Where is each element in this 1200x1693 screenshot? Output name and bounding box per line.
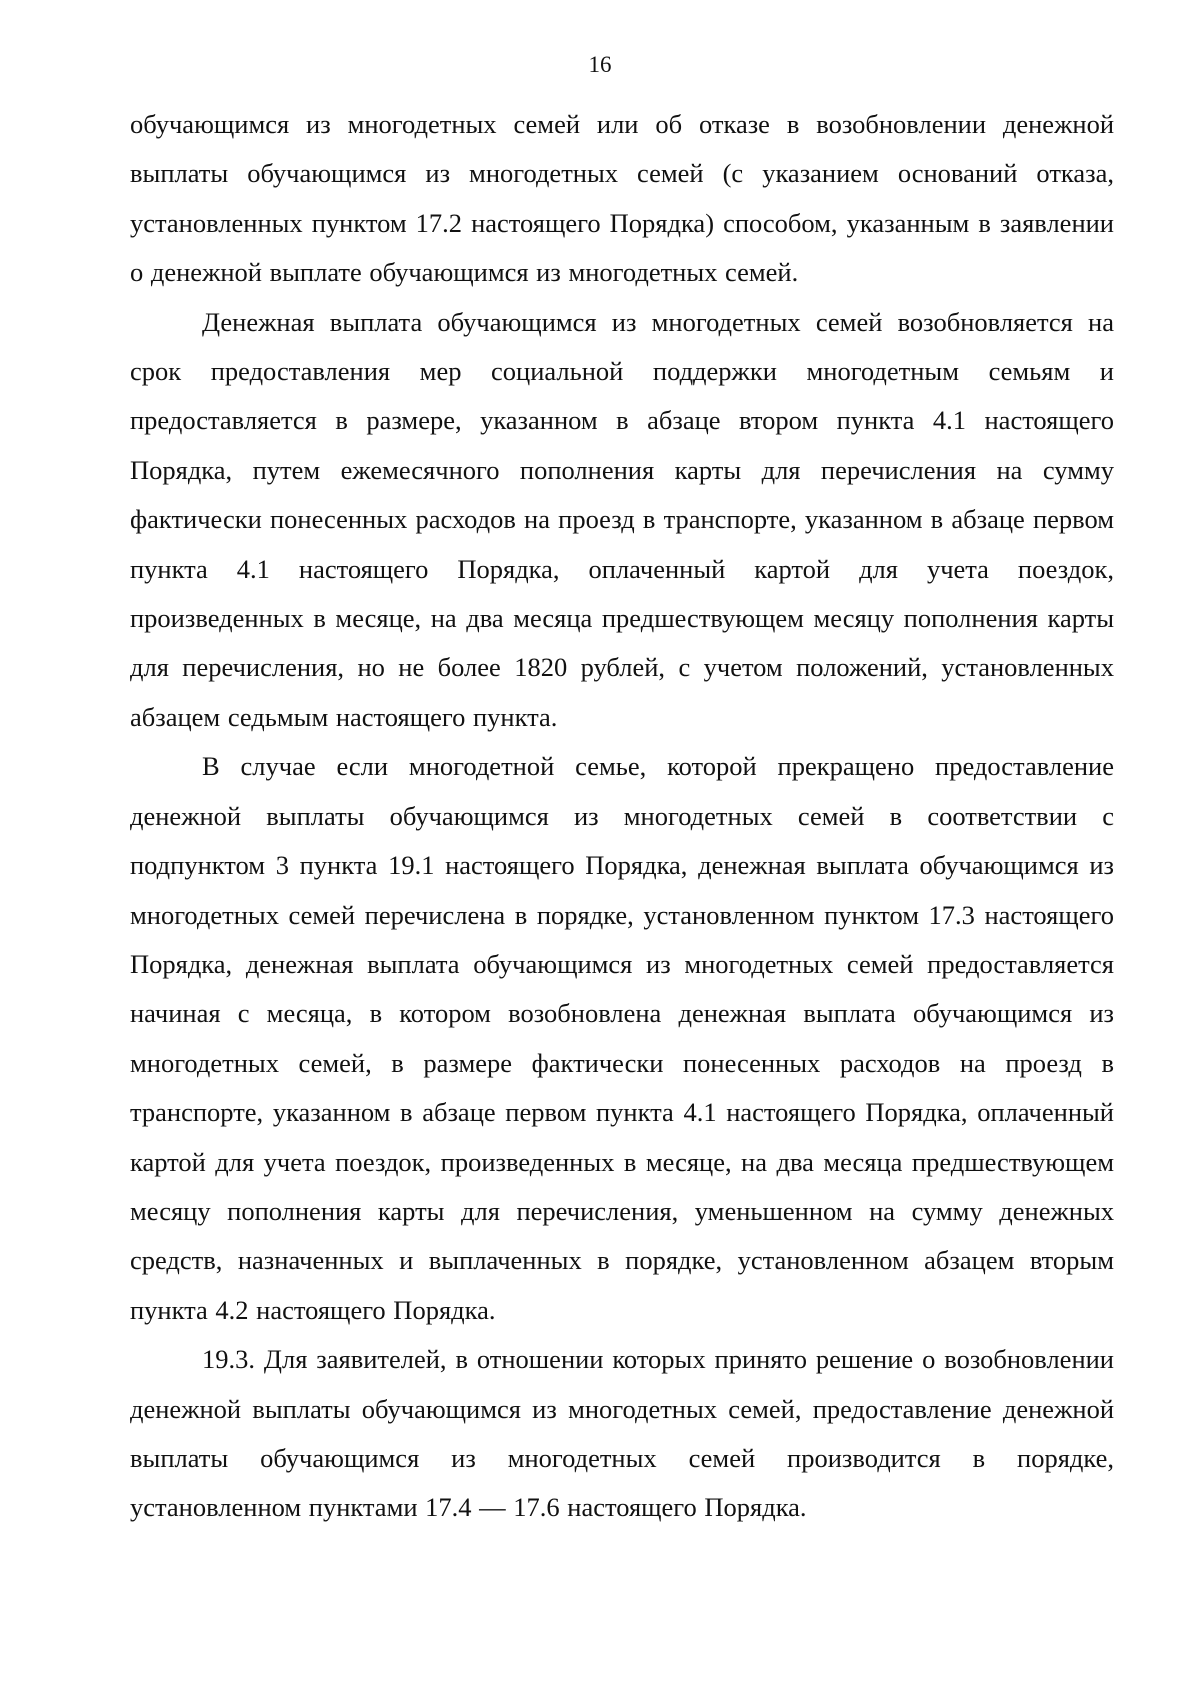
paragraph-terminated-family-case: В случае если многодетной семье, которой прекращено предоставление денежной выплаты обучающимся из многодетных семей в соответствии с подпунктом 3 пункта 19.1 настоящего Порядка, денежная выплата обучающимся из многодетных семей перечислена в порядке, установленном пунктом 17.3 настоящего Порядка, денежная выплата обучающимся из многодетных семей предоставляется начиная с месяца, в котором возобновлена денежная выплата обучающимся из многодетных семей, в размере фактически понесенных расходов на проезд в транспорте, указанном в абзаце первом пункта 4.1 настоящего Порядка, оплаченный картой для учета поездок, произведенных в месяце, на два месяца предшествующем месяцу пополнения карты для перечисления, уменьшенном на сумму денежных средств, назначенных и выплаченных в порядке, установленном абзацем вторым пункта 4.2 настоящего Порядка. <box>130 751 1114 1325</box>
page-number: 16 <box>588 52 612 77</box>
document-body <box>130 100 1114 1533</box>
paragraph-payment-resumption: Денежная выплата обучающимся из многодетных семей возобновляется на срок предоставления мер социальной поддержки многодетным семьям и предоставляется в размере, указанном в абзаце втором пункта 4.1 настоящего Порядка, путем ежемесячного пополнения карты для перечисления на сумму фактически понесенных расходов на проезд в транспорте, указанном в абзаце первом пункта 4.1 настоящего Порядка, оплаченный картой для учета поездок, произведенных в месяце, на два месяца предшествующем месяцу пополнения карты для перечисления, но не более 1820 рублей, с учетом положений, установленных абзацем седьмым настоящего пункта. <box>130 306 1114 732</box>
paragraph-clause-19-3: 19.3. Для заявителей, в отношении которых принято решение о возобновлении денежной выплаты обучающимся из многодетных семей, предоставление денежной выплаты обучающимся из многодетных семей производится в порядке, установленном пунктами 17.4 — 17.6 настоящего Порядка. <box>130 1344 1114 1523</box>
paragraph-continuation: обучающимся из многодетных семей или об отказе в возобновлении денежной выплаты обучающимся из многодетных семей (с указанием оснований отказа, установленных пунктом 17.2 настоящего Порядка) способом, указанным в заявлении о денежной выплате обучающимся из многодетных семей. <box>130 109 1114 288</box>
